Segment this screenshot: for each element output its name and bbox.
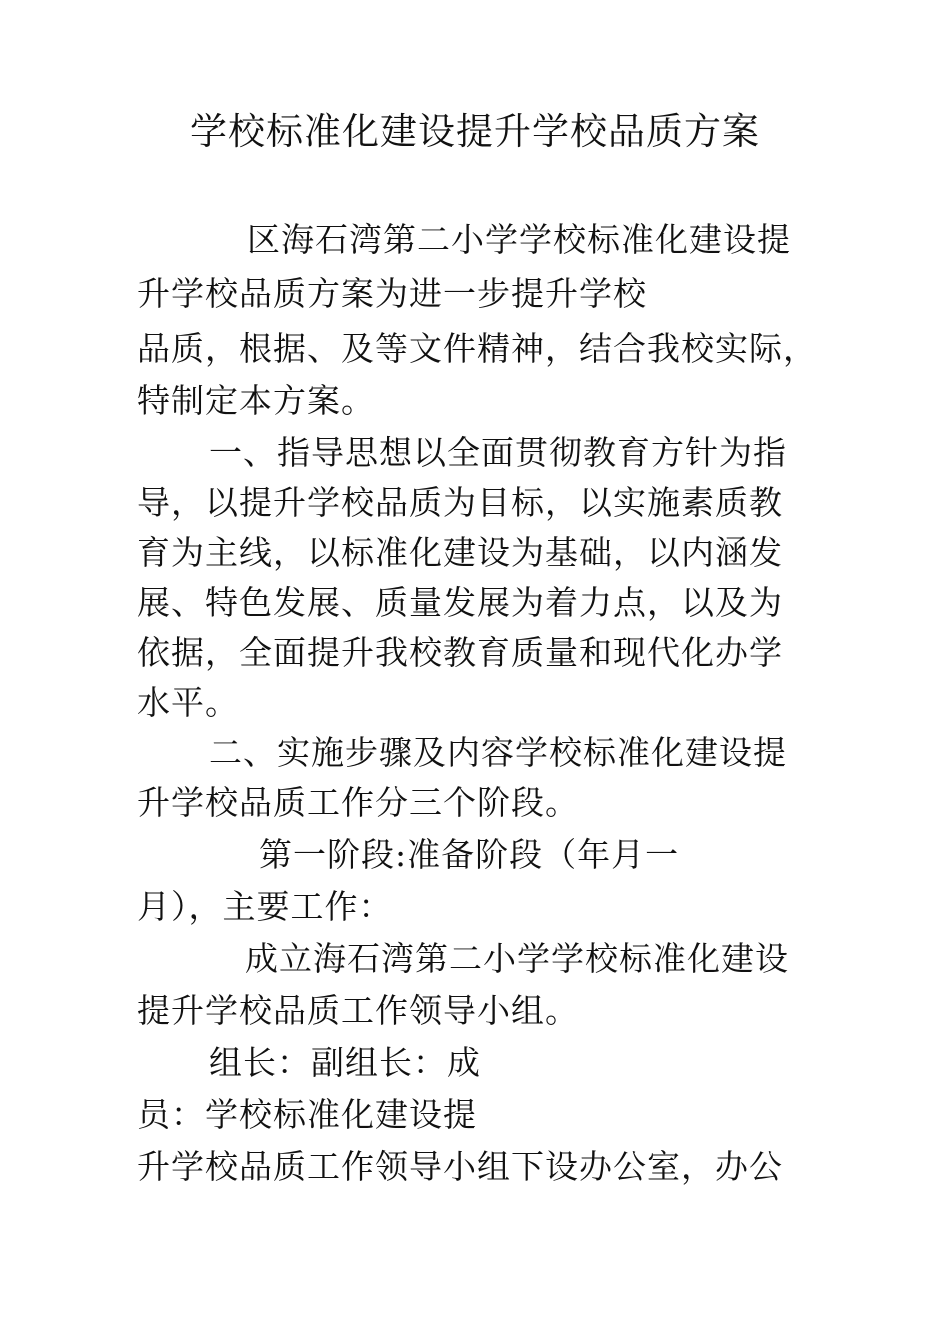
paragraph-line: 成立海石湾第二小学学校标准化建设 [245, 939, 789, 978]
paragraph-line: 水平。 [137, 683, 239, 722]
paragraph-line: 区海石湾第二小学学校标准化建设提 [247, 220, 791, 259]
paragraph-line: 展、特色发展、质量发展为着力点，以及为 [137, 583, 783, 622]
paragraph-line: 第一阶段:准备阶段（年月一 [259, 835, 680, 874]
paragraph-line: 员：学校标准化建设提 [137, 1095, 477, 1134]
document-title: 学校标准化建设提升学校品质方案 [190, 110, 760, 153]
paragraph-line: 升学校品质方案为进一步提升学校 [137, 274, 647, 313]
paragraph-line: 月），主要工作： [137, 887, 393, 926]
paragraph-line: 品质，根据、及等文件精神，结合我校实际， [137, 329, 817, 368]
paragraph-line: 导，以提升学校品质为目标，以实施素质教 [137, 483, 783, 522]
paragraph-line: 依据，全面提升我校教育质量和现代化办学 [137, 633, 783, 672]
paragraph-line: 育为主线，以标准化建设为基础，以内涵发 [137, 533, 783, 572]
paragraph-line: 二、实施步骤及内容学校标准化建设提 [209, 733, 787, 772]
paragraph-line: 提升学校品质工作领导小组。 [137, 991, 579, 1030]
paragraph-line: 一、指导思想以全面贯彻教育方针为指 [209, 433, 787, 472]
paragraph-line: 组长：副组长：成 [209, 1043, 481, 1082]
paragraph-line: 升学校品质工作分三个阶段。 [137, 783, 579, 822]
paragraph-line: 特制定本方案。 [137, 381, 375, 420]
paragraph-line: 升学校品质工作领导小组下设办公室，办公 [137, 1147, 783, 1186]
